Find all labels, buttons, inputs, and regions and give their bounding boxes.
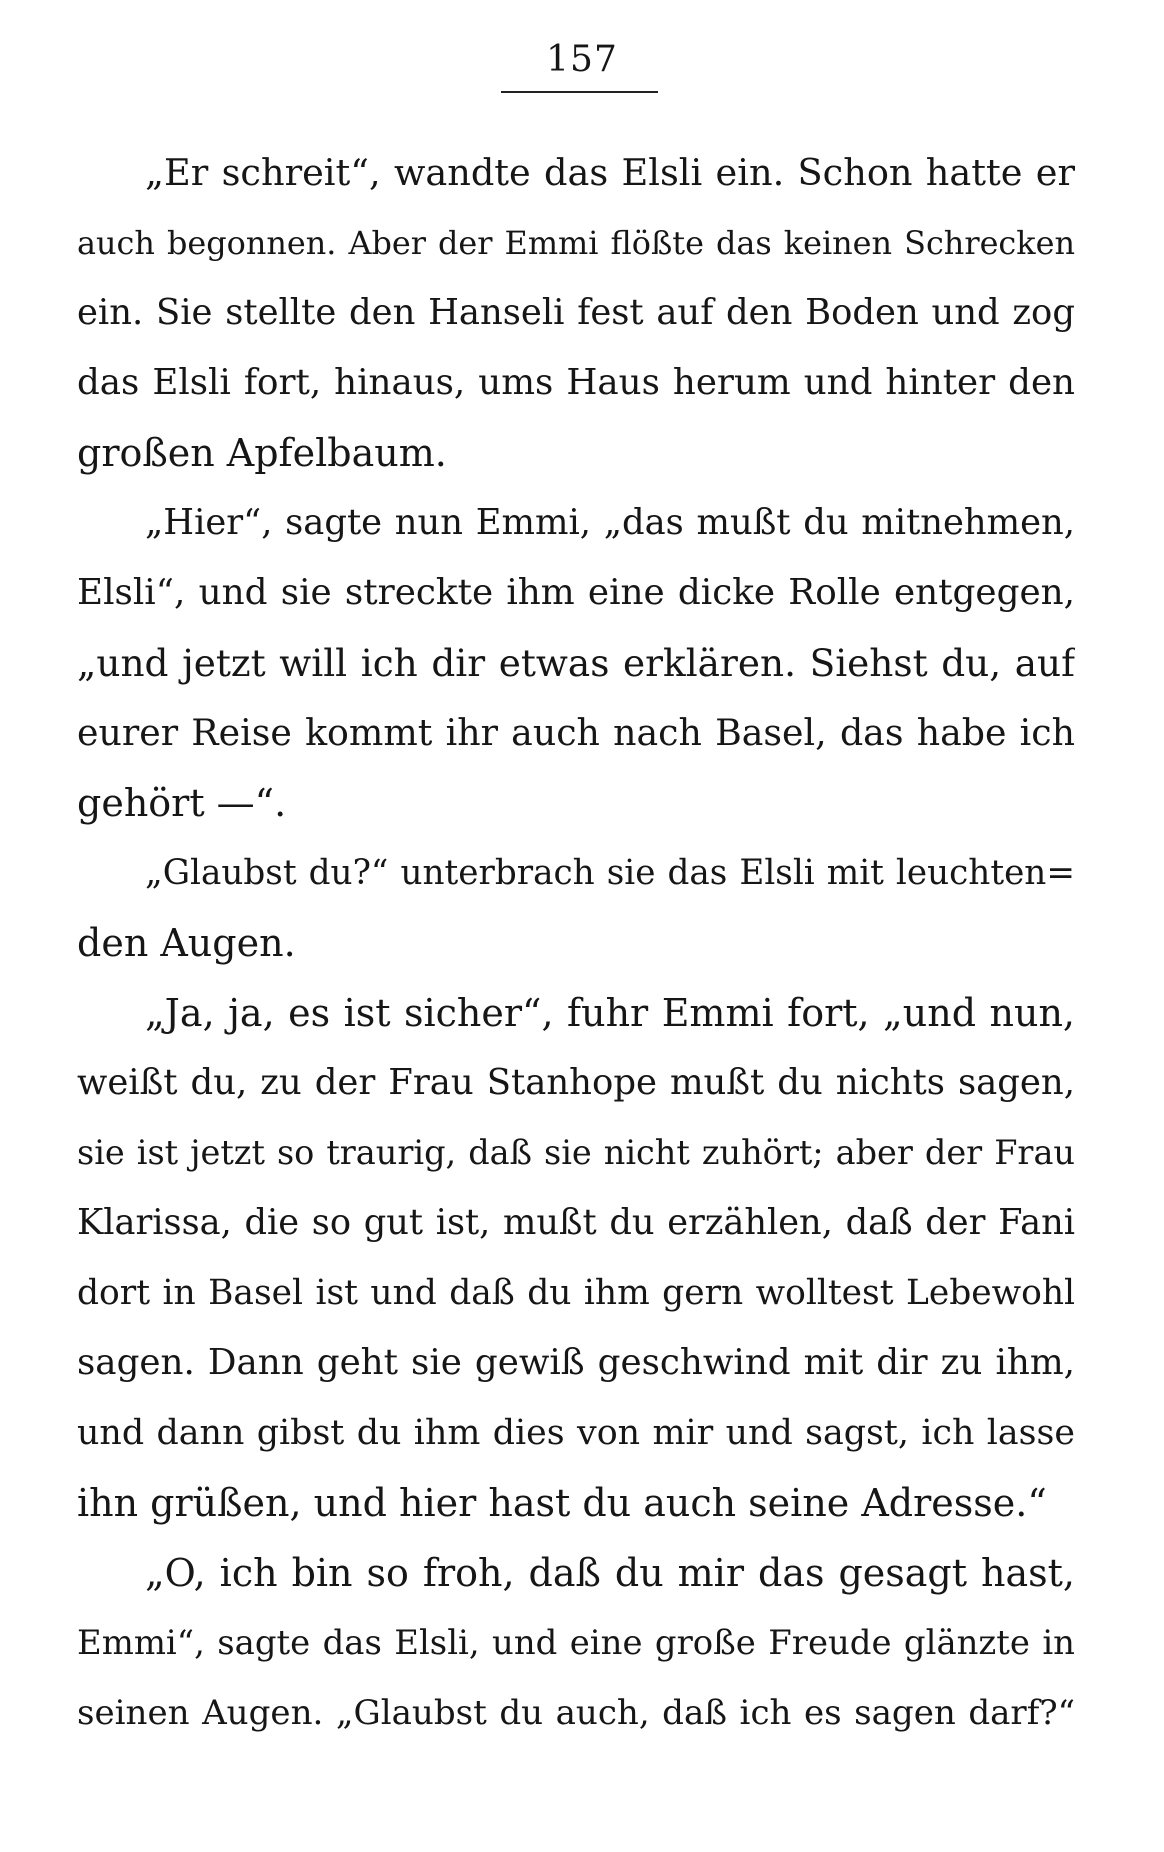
body-text xyxy=(77,138,1075,1748)
page-number: 157 xyxy=(546,39,618,80)
text-line: eurer Reise kommt ihr auch nach Basel, das habe ich xyxy=(77,711,1075,754)
text-line: „O, ich bin so froh, daß du mir das gesagt hast, xyxy=(145,1551,1075,1595)
text-line: weißt du, zu der Frau Stanhope mußt du nichts sagen, xyxy=(77,1062,1075,1103)
text-line: und dann gibst du ihm dies von mir und sagst, ich lasse xyxy=(77,1413,1075,1453)
text-line: Emmi“, sagte das Elsli, und eine große Freude glänzte in xyxy=(77,1623,1075,1662)
text-line: großen Apfelbaum. xyxy=(77,431,447,475)
text-line: seinen Augen. „Glaubst du auch, daß ich es sagen darf?“ xyxy=(77,1693,1075,1733)
paragraph xyxy=(77,488,1075,838)
text-line: „Ja, ja, es ist sicher“, fuhr Emmi fort, „und nun, xyxy=(145,991,1075,1035)
paragraph xyxy=(77,1538,1075,1748)
text-line: den Augen. xyxy=(77,921,296,965)
text-line: „Glaubst du?“ unterbrach sie das Elsli mit leuchten= xyxy=(145,853,1075,893)
text-line: ihn grüßen, und hier hast du auch seine Adresse.“ xyxy=(77,1481,1047,1525)
text-line: gehört —“. xyxy=(77,781,287,825)
paragraph xyxy=(77,138,1075,488)
paragraph xyxy=(77,838,1075,978)
text-line: ein. Sie stellte den Hanseli fest auf den Boden und zog xyxy=(77,292,1075,333)
header-rule xyxy=(501,91,658,93)
text-line: auch begonnen. Aber der Emmi flößte das keinen Schrecken xyxy=(77,224,1075,262)
text-line: Elsli“, und sie streckte ihm eine dicke Rolle entgegen, xyxy=(77,572,1075,613)
text-line: „Hier“, sagte nun Emmi, „das mußt du mitnehmen, xyxy=(145,502,1075,543)
text-line: das Elsli fort, hinaus, ums Haus herum und hinter den xyxy=(77,362,1075,403)
text-line: „Er schreit“, wandte das Elsli ein. Schon hatte er xyxy=(145,151,1075,194)
text-line: sagen. Dann geht sie gewiß geschwind mit dir zu ihm, xyxy=(77,1342,1075,1383)
text-line: dort in Basel ist und daß du ihm gern wolltest Lebewohl xyxy=(77,1273,1075,1313)
paragraph xyxy=(77,978,1075,1538)
text-line: sie ist jetzt so traurig, daß sie nicht zuhört; aber der Frau xyxy=(77,1133,1075,1172)
text-line: „und jetzt will ich dir etwas erklären. Siehst du, auf xyxy=(77,641,1075,685)
text-line: Klarissa, die so gut ist, mußt du erzählen, daß der Fani xyxy=(77,1202,1075,1243)
